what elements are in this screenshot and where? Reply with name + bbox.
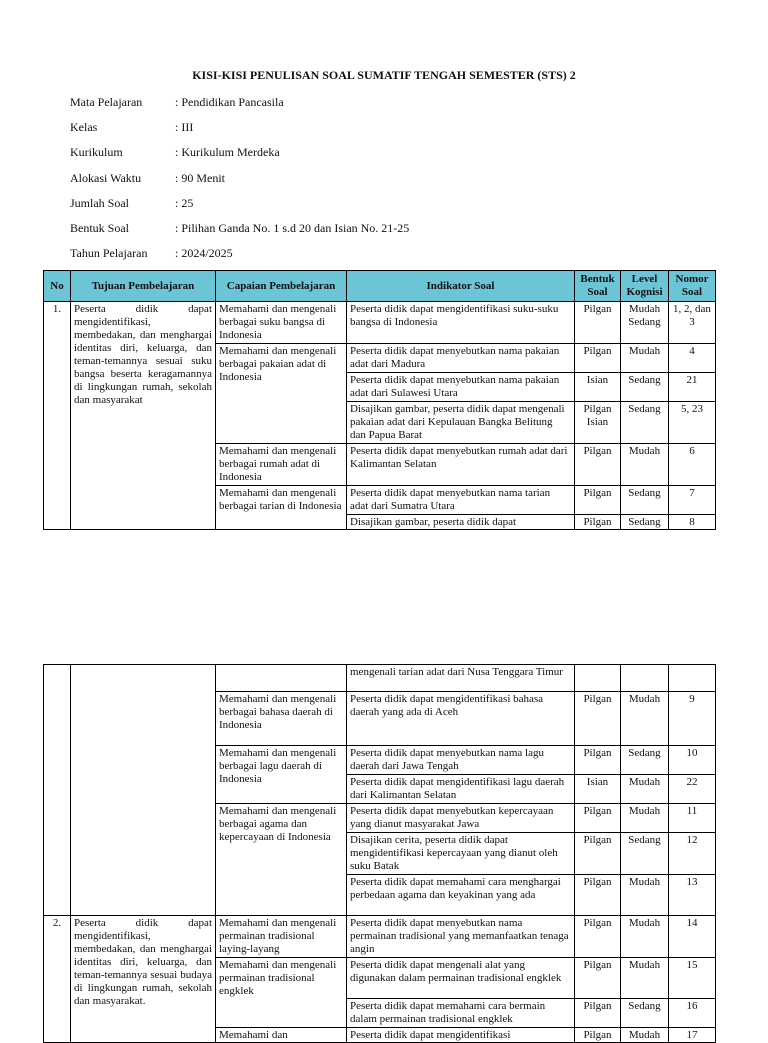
meta-row bbox=[70, 246, 409, 271]
bentuk-cell: Pilgan bbox=[575, 344, 621, 373]
capaian-cell: Memahami dan mengenali berbagai agama dan kepercayaan di Indonesia bbox=[216, 804, 347, 916]
level-value: Mudah Sedang bbox=[628, 303, 661, 328]
meta-row bbox=[70, 145, 409, 170]
indikator-cell: Peserta didik dapat memahami cara menghargai perbedaan agama dan keyakinan yang ada bbox=[347, 875, 575, 916]
level-cell: Mudah bbox=[621, 875, 669, 916]
indikator-cell: Peserta didik dapat memahami cara bermain dalam permainan tradisional engklek bbox=[347, 999, 575, 1028]
meta-row bbox=[70, 95, 409, 120]
indikator-cell bbox=[347, 1028, 575, 1043]
bentuk-cell: Pilgan bbox=[575, 958, 621, 999]
header-no: No bbox=[44, 271, 71, 302]
capaian-cell bbox=[216, 1028, 347, 1043]
level-cell: Sedang bbox=[621, 486, 669, 515]
level-cell bbox=[621, 665, 669, 692]
level-cell bbox=[621, 1028, 669, 1043]
level-cell: Mudah bbox=[621, 916, 669, 958]
document-title: KISI-KISI PENULISAN SOAL SUMATIF TENGAH SEMESTER (STS) 2 bbox=[192, 68, 576, 82]
level-cell: Mudah bbox=[621, 804, 669, 833]
level-cell: Mudah bbox=[621, 958, 669, 999]
indikator-cell: Peserta didik dapat mengidentifikasi bahasa daerah yang ada di Aceh bbox=[347, 692, 575, 746]
nomor-cell: 21 bbox=[669, 373, 716, 402]
bentuk-cell bbox=[575, 515, 621, 530]
capaian-cell: Memahami dan mengenali permainan tradisional engklek bbox=[216, 958, 347, 1028]
indikator-cell: mengenali tarian adat dari Nusa Tenggara Timur bbox=[347, 665, 575, 692]
meta-value: : III bbox=[175, 120, 194, 135]
meta-value: : 90 Menit bbox=[175, 170, 225, 185]
meta-value: : Pendidikan Pancasila bbox=[175, 95, 284, 109]
level-cell: Sedang bbox=[621, 373, 669, 402]
nomor-cell: 14 bbox=[669, 916, 716, 958]
nomor-text: 17 bbox=[686, 1029, 698, 1041]
bentuk-cell: Pilgan bbox=[575, 875, 621, 916]
bentuk-cell: Pilgan bbox=[575, 999, 621, 1028]
nomor-text: 8 bbox=[689, 516, 695, 528]
row-number: 2. bbox=[44, 916, 71, 1043]
level-text: Sedang bbox=[628, 516, 661, 528]
meta-row bbox=[70, 196, 409, 221]
nomor-cell: 1, 2, dan 3 bbox=[669, 302, 716, 344]
meta-label: Kelas bbox=[70, 120, 98, 135]
row-number: 1. bbox=[44, 302, 71, 530]
capaian-cell: Memahami dan mengenali berbagai rumah adat di Indonesia bbox=[216, 444, 347, 486]
indikator-cell: Peserta didik dapat menyebutkan nama tarian adat dari Sumatra Utara bbox=[347, 486, 575, 515]
bentuk-cell: Pilgan bbox=[575, 486, 621, 515]
nomor-cell: 9 bbox=[669, 692, 716, 746]
capaian-cell: Memahami dan mengenali berbagai bahasa daerah di Indonesia bbox=[216, 692, 347, 746]
bentuk-cell bbox=[575, 665, 621, 692]
indikator-cell bbox=[347, 515, 575, 530]
capaian-cell: Memahami dan mengenali berbagai pakaian adat di Indonesia bbox=[216, 344, 347, 444]
tujuan-cell bbox=[71, 665, 216, 916]
level-cell: Sedang bbox=[621, 402, 669, 444]
indikator-cell: Disajikan gambar, peserta didik dapat mengenali pakaian adat dari Kepulauan Bangka Belitung dan Papua Barat bbox=[347, 402, 575, 444]
indikator-cell: Peserta didik dapat mengidentifikasi lagu daerah dari Kalimantan Selatan bbox=[347, 775, 575, 804]
meta-value: : Kurikulum Merdeka bbox=[175, 145, 280, 160]
nomor-cell bbox=[669, 515, 716, 530]
nomor-cell: 11 bbox=[669, 804, 716, 833]
meta-row bbox=[70, 221, 409, 246]
indikator-cell: Peserta didik dapat mengidentifikasi suku-suku bangsa di Indonesia bbox=[347, 302, 575, 344]
indikator-cell: Peserta didik dapat menyebutkan nama pakaian adat dari Madura bbox=[347, 344, 575, 373]
level-text: Mudah bbox=[628, 1029, 661, 1041]
bentuk-cell: Pilgan bbox=[575, 804, 621, 833]
indikator-cell: Peserta didik dapat menyebutkan nama permainan tradisional yang memanfaatkan tenaga angin bbox=[347, 916, 575, 958]
bentuk-cell: Pilgan bbox=[575, 833, 621, 875]
indikator-cell: Peserta didik dapat menyebutkan rumah adat dari Kalimantan Selatan bbox=[347, 444, 575, 486]
nomor-cell: 5, 23 bbox=[669, 402, 716, 444]
header-capaian: Capaian Pembelajaran bbox=[216, 271, 347, 302]
header-indikator: Indikator Soal bbox=[347, 271, 575, 302]
bentuk-cell: Pilgan bbox=[575, 746, 621, 775]
level-cell bbox=[621, 515, 669, 530]
table-header-row bbox=[44, 271, 716, 302]
level-cell: Sedang bbox=[621, 833, 669, 875]
bentuk-cell: Pilgan Isian bbox=[575, 402, 621, 444]
nomor-cell: 7 bbox=[669, 486, 716, 515]
kisi-kisi-table-part-2 bbox=[43, 664, 716, 1043]
level-cell: Sedang bbox=[621, 746, 669, 775]
indikator-text: Disajikan gambar, peserta didik dapat bbox=[350, 516, 517, 528]
meta-label: Jumlah Soal bbox=[70, 195, 129, 210]
bentuk-text: Pilgan bbox=[583, 1029, 612, 1041]
bentuk-cell: Isian bbox=[575, 775, 621, 804]
bentuk-cell: Pilgan bbox=[575, 916, 621, 958]
bentuk-cell: Pilgan bbox=[575, 692, 621, 746]
level-cell: Mudah bbox=[621, 692, 669, 746]
capaian-cell: Memahami dan mengenali permainan tradisional laying-layang bbox=[216, 916, 347, 958]
capaian-cell: Memahami dan mengenali berbagai lagu daerah di Indonesia bbox=[216, 746, 347, 804]
meta-label: Alokasi Waktu bbox=[70, 170, 142, 185]
indikator-cell: Disajikan cerita, peserta didik dapat mengidentifikasi kepercayaan yang dianut oleh suku Batak bbox=[347, 833, 575, 875]
capaian-text: Memahami dan mengenali berbagai tarian di Indonesia bbox=[219, 487, 342, 512]
nomor-cell: 4 bbox=[669, 344, 716, 373]
meta-label: Mata Pelajaran bbox=[70, 95, 143, 109]
meta-row bbox=[70, 171, 409, 196]
tujuan-cell: Peserta didik dapat mengidentifikasi, membedakan, dan menghargai identitas diri, keluarga, dan teman-temannya sesuai suku bangsa beserta keragamannya di lingkungan rumah, sekolah dan masyarakat bbox=[71, 302, 216, 530]
nomor-cell: 22 bbox=[669, 775, 716, 804]
meta-value: : 2024/2025 bbox=[175, 246, 233, 261]
level-cell: Mudah bbox=[621, 444, 669, 486]
indikator-cell: Peserta didik dapat menyebutkan nama pakaian adat dari Sulawesi Utara bbox=[347, 373, 575, 402]
meta-row bbox=[70, 120, 409, 145]
row-number bbox=[44, 665, 71, 916]
capaian-text: Memahami dan bbox=[219, 1029, 288, 1041]
header-tujuan: Tujuan Pembelajaran bbox=[71, 271, 216, 302]
header-nomor: Nomor Soal bbox=[669, 271, 716, 302]
level-cell: Sedang bbox=[621, 999, 669, 1028]
nomor-cell: 10 bbox=[669, 746, 716, 775]
nomor-cell: 13 bbox=[669, 875, 716, 916]
table-row bbox=[44, 302, 716, 344]
meta-value: : Pilihan Ganda No. 1 s.d 20 dan Isian No. 21-25 bbox=[175, 220, 410, 235]
capaian-cell bbox=[216, 665, 347, 692]
nomor-cell: 15 bbox=[669, 958, 716, 999]
bentuk-text: Pilgan bbox=[583, 516, 612, 528]
meta-label: Tahun Pelajaran bbox=[70, 246, 148, 261]
indikator-text: Peserta didik dapat mengidentifikasi bbox=[350, 1029, 511, 1041]
table-row bbox=[44, 916, 716, 958]
tujuan-cell: Peserta didik dapat mengidentifikasi, membedakan, dan menghargai identitas diri, keluarga, dan teman-temannya sesuai budaya di lingkungan rumah, sekolah dan masyarakat. bbox=[71, 916, 216, 1043]
document-meta bbox=[70, 95, 409, 271]
bentuk-cell bbox=[575, 1028, 621, 1043]
table-row bbox=[44, 665, 716, 692]
capaian-cell: Memahami dan mengenali berbagai suku bangsa di Indonesia bbox=[216, 302, 347, 344]
kisi-kisi-table-part-1 bbox=[43, 270, 716, 530]
nomor-cell: 6 bbox=[669, 444, 716, 486]
bentuk-cell: Pilgan bbox=[575, 302, 621, 344]
indikator-cell: Peserta didik dapat menyebutkan kepercayaan yang dianut masyarakat Jawa bbox=[347, 804, 575, 833]
nomor-cell: 12 bbox=[669, 833, 716, 875]
level-cell bbox=[621, 302, 669, 344]
capaian-cell bbox=[216, 486, 347, 530]
header-level: Level Kognisi bbox=[621, 271, 669, 302]
meta-label: Bentuk Soal bbox=[70, 220, 129, 235]
meta-label: Kurikulum bbox=[70, 145, 123, 160]
bentuk-cell: Isian bbox=[575, 373, 621, 402]
indikator-cell: Peserta didik dapat menyebutkan nama lagu daerah dari Jawa Tengah bbox=[347, 746, 575, 775]
meta-value: : 25 bbox=[175, 195, 194, 210]
bentuk-cell: Pilgan bbox=[575, 444, 621, 486]
nomor-cell: 16 bbox=[669, 999, 716, 1028]
nomor-cell bbox=[669, 665, 716, 692]
indikator-cell: Peserta didik dapat mengenali alat yang digunakan dalam permainan tradisional engklek bbox=[347, 958, 575, 999]
level-cell: Mudah bbox=[621, 344, 669, 373]
nomor-cell bbox=[669, 1028, 716, 1043]
level-cell: Mudah bbox=[621, 775, 669, 804]
header-bentuk: Bentuk Soal bbox=[575, 271, 621, 302]
